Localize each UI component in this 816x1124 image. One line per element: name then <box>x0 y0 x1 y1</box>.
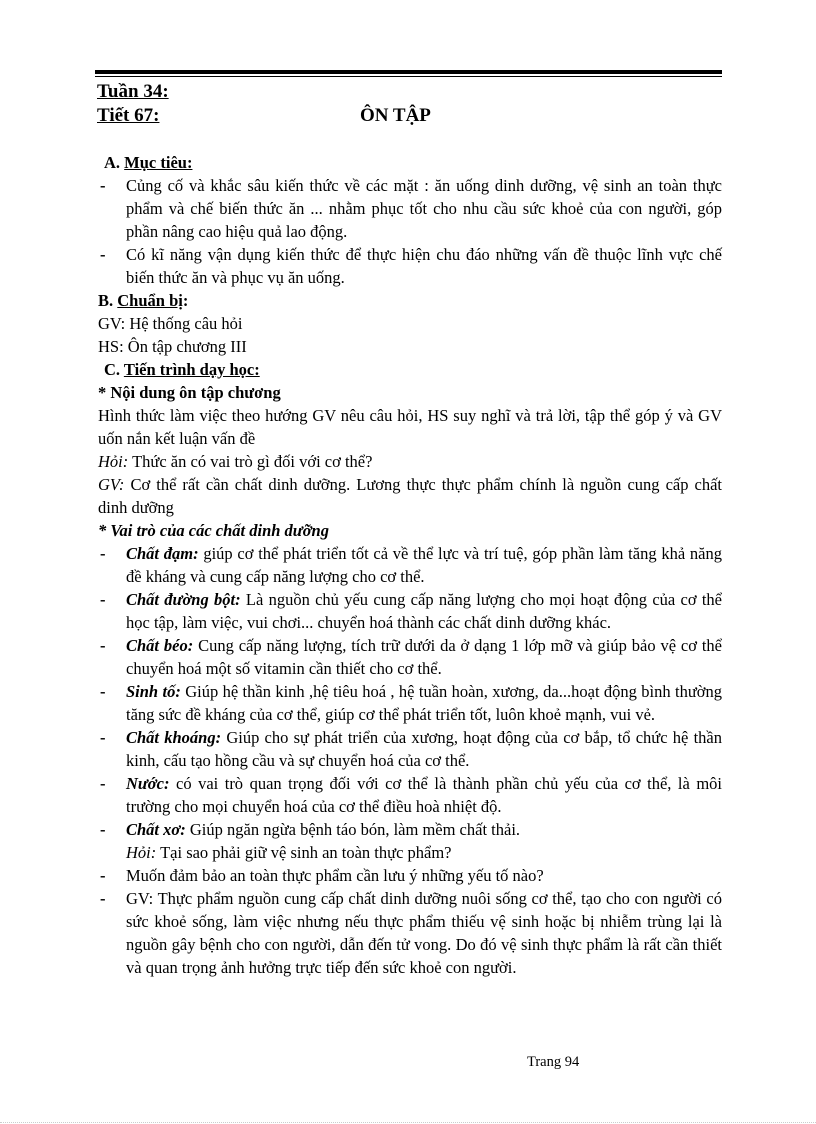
nutrient-item: - Nước: có vai trò quan trọng đối với cơ thể là thành phần chủ yếu của cơ thể, là môi trường cho mọi chuyển hoá của cơ thể điều hoà nhiệt độ. <box>100 774 722 816</box>
week-label: Tuần 34: <box>97 81 169 102</box>
objective-item: - Có kĩ năng vận dụng kiến thức để thực hiện chu đáo những vấn đề thuộc lĩnh vực chế biến thức ăn và phục vụ ăn uống. <box>100 245 722 287</box>
gv-prep: GV: Hệ thống câu hỏi <box>98 314 243 333</box>
header-rule-thick <box>95 70 722 74</box>
page-title: ÔN TẬP <box>360 105 431 126</box>
nutrient-item: - Chất xơ: Giúp ngăn ngừa bệnh táo bón, làm mềm chất thải. <box>100 820 521 839</box>
roles-heading: * Vai trò của các chất dinh dưỡng <box>98 521 329 540</box>
section-b-heading: B. Chuẩn bị: <box>98 291 189 310</box>
header-rule-thin <box>95 76 722 77</box>
answer-3: - GV: Thực phẩm nguồn cung cấp chất dinh dưỡng nuôi sống cơ thể, tạo cho con người có sức khoẻ sống, làm việc nhưng nếu thực phẩm thiếu vệ sinh hoặc bị nhiễm trùng lại là nguồn gây bệnh cho con người, dẫn đến tử vong. Do đó vệ sinh thực phẩm là rất cần thiết và quan trọng ảnh hưởng trực tiếp đến sức khoẻ con người. <box>100 889 722 977</box>
section-c-heading: C. Tiến trình dạy học: <box>104 360 260 379</box>
page-number: Trang 94 <box>527 1054 580 1070</box>
nutrient-item: - Sinh tố: Giúp hệ thần kinh ,hệ tiêu hoá , hệ tuần hoàn, xương, da...hoạt động bình thường tăng sức đề kháng của cơ thể, giúp cơ thể phát triển tốt, luôn khoẻ mạnh, vui vẻ. <box>100 682 722 724</box>
document-body <box>98 151 722 979</box>
objective-item: - Củng cố và khắc sâu kiến thức về các mặt : ăn uống dinh dưỡng, vệ sinh an toàn thực phẩm và chế biến thức ăn ... nhằm phục tốt cho nhu cầu sức khoẻ của con người, góp phần nâng cao hiệu quả lao động. <box>100 176 722 241</box>
nutrient-item: - Chất khoáng: Giúp cho sự phát triển của xương, hoạt động của cơ bắp, tổ chức hệ thần kinh, cấu tạo hồng cầu và sự chuyển hoá của cơ thể. <box>100 728 722 770</box>
content-heading: * Nội dung ôn tập chương <box>98 383 281 402</box>
lesson-label: Tiết 67: <box>97 105 160 126</box>
question-1: Hỏi: Thức ăn có vai trò gì đối với cơ thể? <box>98 452 373 471</box>
hs-prep: HS: Ôn tập chương III <box>98 337 247 356</box>
nutrient-item: - Chất đạm: giúp cơ thể phát triển tốt cả về thể lực và trí tuệ, góp phần làm tăng khả năng đề kháng và cung cấp năng lượng cho cơ thể. <box>100 544 722 586</box>
question-3: - Muốn đảm bảo an toàn thực phẩm cần lưu ý những yếu tố nào? <box>100 866 544 885</box>
nutrient-item: - Chất đường bột: Là nguồn chủ yếu cung cấp năng lượng cho mọi hoạt động của cơ thể học tập, làm việc, vui chơi... chuyển hoá thành các chất dinh dưỡng khác. <box>100 590 722 632</box>
intro-paragraph: Hình thức làm việc theo hướng GV nêu câu hỏi, HS suy nghĩ và trả lời, tập thể góp ý và GV uốn nắn kết luận vấn đề <box>98 406 722 448</box>
section-a-heading: A. Mục tiêu: <box>104 153 193 172</box>
answer-1: GV: Cơ thể rất cần chất dinh dưỡng. Lương thực thực phẩm chính là nguồn cung cấp chất dinh dưỡng <box>98 475 722 517</box>
question-2: Hỏi: Tại sao phải giữ vệ sinh an toàn thực phẩm? <box>126 843 452 862</box>
nutrient-item: - Chất béo: Cung cấp năng lượng, tích trữ dưới da ở dạng 1 lớp mỡ và giúp bảo vệ cơ thể chuyển hoá một số vitamin cần thiết cho cơ thể. <box>100 636 722 678</box>
